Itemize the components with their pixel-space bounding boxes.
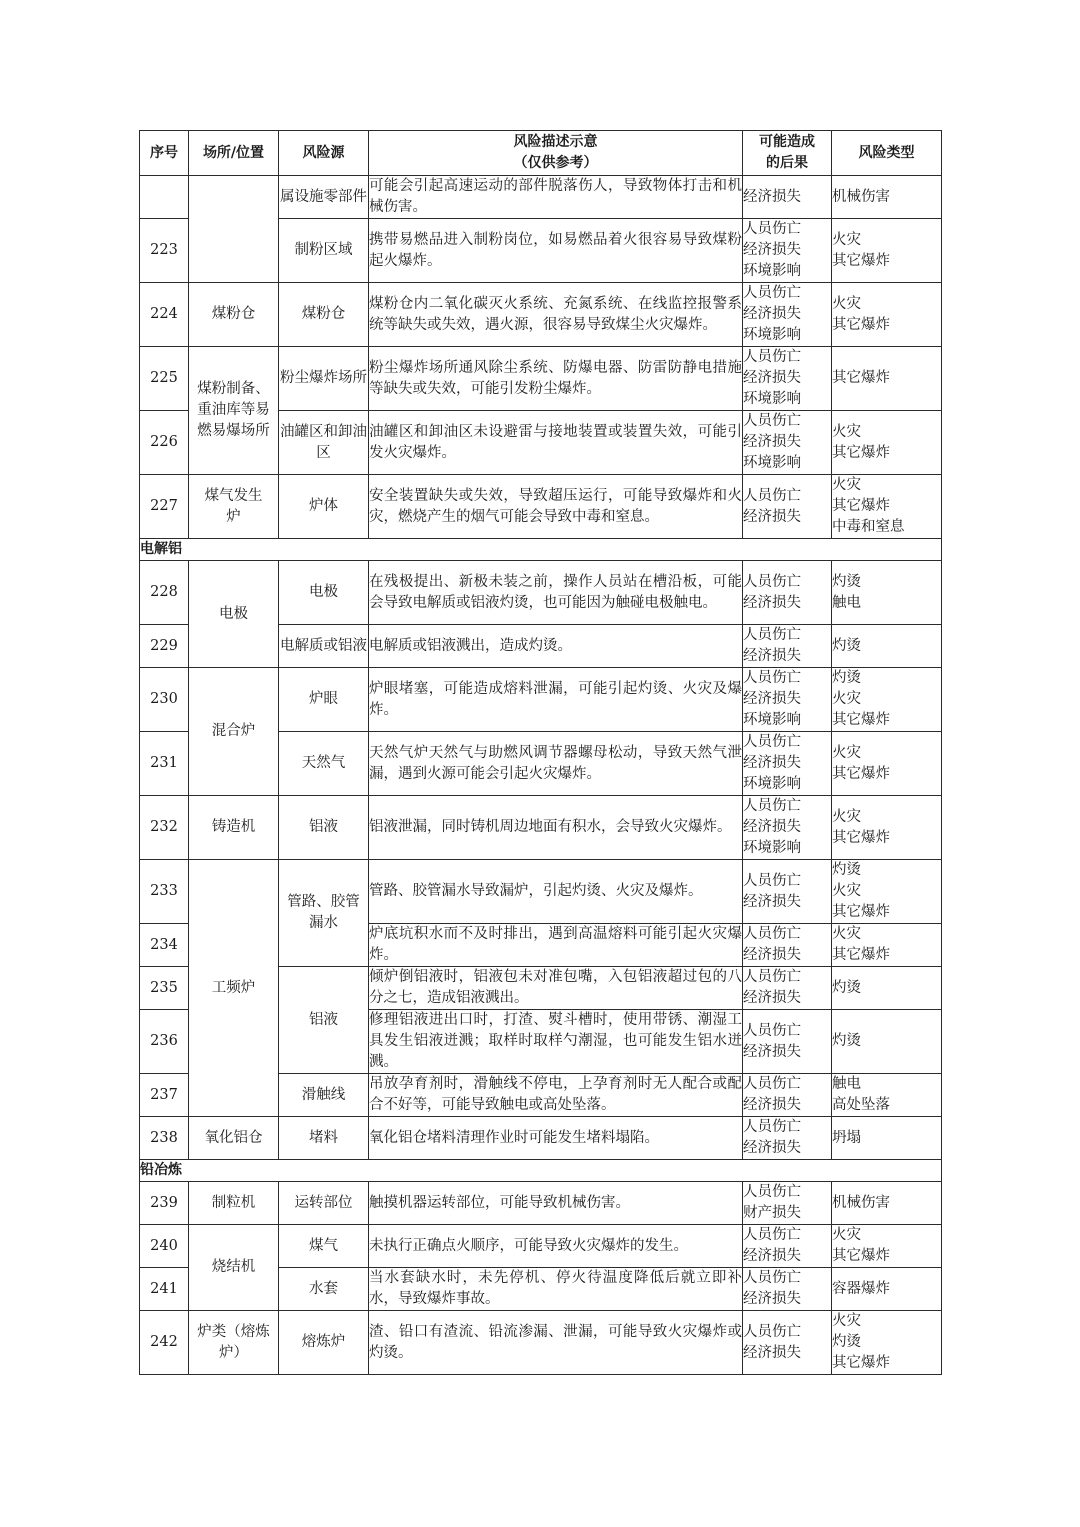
type-item: 火灾 [832, 295, 861, 312]
consequence-item: 人员伤亡 [743, 1270, 801, 1286]
row-consequence [743, 561, 832, 625]
row-type [832, 283, 942, 347]
row-source: 管路、胶管漏水 [279, 860, 369, 967]
row-consequence [743, 176, 832, 219]
row-consequence [743, 1268, 832, 1311]
row-source: 粉尘爆炸场所 [279, 347, 369, 411]
row-consequence [743, 1182, 832, 1225]
type-item: 其它爆炸 [832, 1248, 890, 1264]
risk-table [139, 130, 942, 1375]
row-no: 228 [140, 561, 189, 625]
row-consequence [743, 796, 832, 860]
row-no: 229 [140, 625, 189, 668]
type-item: 其它爆炸 [832, 904, 890, 920]
row-desc: 渣、铅口有渣流、铅流渗漏、泄漏，可能导致火灾爆炸或灼烫。 [369, 1311, 743, 1375]
row-consequence [743, 1010, 832, 1074]
consequence-item: 环境影响 [743, 776, 801, 792]
row-type [832, 475, 942, 539]
type-item: 其它爆炸 [832, 444, 890, 461]
consequence-item: 环境影响 [743, 327, 801, 343]
section-row [140, 1160, 942, 1182]
type-item: 灼烫 [832, 670, 861, 686]
type-item: 灼烫 [832, 1334, 861, 1350]
row-consequence [743, 1311, 832, 1375]
consequence-item: 环境影响 [743, 840, 801, 856]
consequence-item: 人员伤亡 [743, 926, 801, 942]
type-item: 火灾 [832, 691, 861, 707]
row-source: 铝液 [279, 796, 369, 860]
row-source: 运转部位 [279, 1182, 369, 1225]
consequence-item: 环境影响 [743, 455, 801, 471]
table-row [140, 796, 942, 860]
type-item: 高处坠落 [832, 1097, 890, 1113]
consequence-item: 人员伤亡 [743, 627, 801, 643]
row-desc: 触摸机器运转部位，可能导致机械伤害。 [369, 1182, 743, 1225]
row-type [832, 347, 942, 411]
row-no: 233 [140, 860, 189, 924]
consequence-item: 经济损失 [743, 1344, 801, 1361]
type-item: 灼烫 [832, 1033, 861, 1049]
table-row [140, 347, 942, 411]
row-type [832, 668, 942, 732]
consequence-item: 经济损失 [743, 434, 801, 450]
consequence-item: 人员伤亡 [743, 285, 801, 301]
row-desc: 煤粉仓内二氧化碳灭火系统、充氮系统、在线监控报警系统等缺失或失效，遇火源，很容易导致煤尘火灾爆炸。 [369, 283, 743, 347]
type-item: 灼烫 [832, 862, 861, 878]
consequence-item: 经济损失 [743, 242, 801, 258]
consequence-item: 人员伤亡 [743, 1323, 801, 1340]
header-desc [369, 131, 743, 176]
type-item: 火灾 [832, 1313, 861, 1329]
row-desc: 炉眼堵塞，可能造成熔料泄漏，可能引起灼烫、火灾及爆炸。 [369, 668, 743, 732]
row-source: 堵料 [279, 1117, 369, 1160]
row-type [832, 1311, 942, 1375]
table-row [140, 860, 942, 924]
type-item: 坍塌 [832, 1129, 861, 1146]
row-location: 煤气发生炉 [189, 475, 279, 539]
row-no: 230 [140, 668, 189, 732]
row-no [140, 176, 189, 219]
consequence-item: 经济损失 [743, 755, 801, 771]
consequence-item: 经济损失 [743, 691, 801, 707]
row-source: 炉眼 [279, 668, 369, 732]
row-source: 油罐区和卸油区 [279, 411, 369, 475]
row-type [832, 1225, 942, 1268]
header-consequence: 可能造成的后果 [743, 131, 832, 176]
row-type [832, 1268, 942, 1311]
type-item: 火灾 [832, 1227, 861, 1243]
row-desc: 携带易燃品进入制粉岗位，如易燃品着火很容易导致煤粉起火爆炸。 [369, 219, 743, 283]
row-type [832, 924, 942, 967]
row-consequence [743, 475, 832, 539]
consequence-item: 经济损失 [743, 990, 801, 1006]
consequence-item: 经济损失 [743, 508, 801, 525]
header-no: 序号 [140, 131, 189, 176]
consequence-item: 经济损失 [743, 594, 801, 611]
row-desc: 修理铝液进出口时，打渣、熨斗槽时，使用带锈、潮湿工具发生铝液迸溅；取样时取样勺潮湿，也可能发生铝水迸溅。 [369, 1010, 743, 1074]
type-item: 其它爆炸 [832, 498, 890, 514]
row-source: 电解质或铝液 [279, 625, 369, 668]
row-no: 240 [140, 1225, 189, 1268]
type-item: 灼烫 [832, 979, 861, 996]
row-location: 烧结机 [189, 1225, 279, 1311]
consequence-item: 人员伤亡 [743, 413, 801, 429]
row-no: 225 [140, 347, 189, 411]
consequence-item: 人员伤亡 [743, 1022, 801, 1039]
row-consequence [743, 924, 832, 967]
consequence-item: 人员伤亡 [743, 1227, 801, 1243]
type-item: 其它爆炸 [832, 316, 890, 333]
table-row [140, 1311, 942, 1375]
consequence-item: 人员伤亡 [743, 734, 801, 750]
row-consequence [743, 1074, 832, 1117]
row-type [832, 625, 942, 668]
table-row [140, 475, 942, 539]
consequence-item: 环境影响 [743, 263, 801, 279]
section-row [140, 539, 942, 561]
consequence-item: 人员伤亡 [743, 798, 801, 814]
row-location: 煤粉制备、重油库等易燃易爆场所 [189, 347, 279, 475]
row-consequence [743, 283, 832, 347]
consequence-item: 人员伤亡 [743, 1184, 801, 1200]
table-row [140, 1117, 942, 1160]
row-desc: 在残极提出、新极未装之前，操作人员站在槽沿板，可能会导致电解质或铝液灼烫，也可能因为触碰电极触电。 [369, 561, 743, 625]
row-consequence [743, 668, 832, 732]
section-title: 铅冶炼 [140, 1160, 942, 1182]
row-type [832, 796, 942, 860]
consequence-item: 经济损失 [743, 1043, 801, 1060]
consequence-item: 经济损失 [743, 1291, 801, 1307]
type-item: 火灾 [832, 423, 861, 440]
row-location: 炉类（熔炼炉） [189, 1311, 279, 1375]
row-no: 239 [140, 1182, 189, 1225]
type-item: 火灾 [832, 926, 861, 942]
row-no: 232 [140, 796, 189, 860]
row-no: 234 [140, 924, 189, 967]
row-consequence [743, 1117, 832, 1160]
row-location: 工频炉 [189, 860, 279, 1117]
type-item: 机械伤害 [832, 188, 890, 205]
consequence-item: 经济损失 [743, 1140, 801, 1156]
consequence-item: 经济损失 [743, 947, 801, 963]
consequence-item: 经济损失 [743, 188, 801, 205]
row-desc: 未执行正确点火顺序，可能导致火灾爆炸的发生。 [369, 1225, 743, 1268]
consequence-item: 人员伤亡 [743, 670, 801, 686]
consequence-item: 经济损失 [743, 306, 801, 322]
row-source: 滑触线 [279, 1074, 369, 1117]
type-item: 火灾 [832, 477, 861, 493]
row-type [832, 1117, 942, 1160]
consequence-item: 经济损失 [743, 1097, 801, 1113]
type-item: 触电 [832, 594, 861, 611]
row-source: 水套 [279, 1268, 369, 1311]
consequence-item: 人员伤亡 [743, 1119, 801, 1135]
row-desc: 可能会引起高速运动的部件脱落伤人，导致物体打击和机械伤害。 [369, 176, 743, 219]
row-desc: 当水套缺水时，未先停机、停火待温度降低后就立即补水，导致爆炸事故。 [369, 1268, 743, 1311]
row-consequence [743, 967, 832, 1010]
row-type [832, 1010, 942, 1074]
type-item: 其它爆炸 [832, 947, 890, 963]
type-item: 火灾 [832, 231, 861, 248]
row-consequence [743, 732, 832, 796]
consequence-item: 人员伤亡 [743, 487, 801, 504]
row-source: 制粉区域 [279, 219, 369, 283]
type-item: 触电 [832, 1076, 861, 1092]
type-item: 容器爆炸 [832, 1280, 890, 1297]
type-item: 其它爆炸 [832, 1355, 890, 1371]
consequence-item: 经济损失 [743, 370, 801, 386]
consequence-item: 经济损失 [743, 893, 801, 910]
row-type [832, 967, 942, 1010]
row-no: 235 [140, 967, 189, 1010]
table-row [140, 176, 942, 219]
row-consequence [743, 219, 832, 283]
consequence-item: 人员伤亡 [743, 349, 801, 365]
row-no: 231 [140, 732, 189, 796]
row-desc: 炉底坑积水而不及时排出，遇到高温熔料可能引起火灾爆炸。 [369, 924, 743, 967]
consequence-item: 人员伤亡 [743, 872, 801, 889]
row-no: 236 [140, 1010, 189, 1074]
type-item: 火灾 [832, 744, 861, 761]
table-row [140, 1225, 942, 1268]
row-source: 煤气 [279, 1225, 369, 1268]
row-location: 氧化铝仓 [189, 1117, 279, 1160]
header-type: 风险类型 [832, 131, 942, 176]
row-source: 电极 [279, 561, 369, 625]
table-row [140, 1182, 942, 1225]
consequence-item: 人员伤亡 [743, 1076, 801, 1092]
row-source: 天然气 [279, 732, 369, 796]
row-location: 铸造机 [189, 796, 279, 860]
header-location: 场所/位置 [189, 131, 279, 176]
row-desc: 天然气炉天然气与助燃风调节器螺母松动，导致天然气泄漏，遇到火源可能会引起火灾爆炸。 [369, 732, 743, 796]
row-type [832, 1074, 942, 1117]
row-source: 熔炼炉 [279, 1311, 369, 1375]
row-desc: 电解质或铝液溅出，造成灼烫。 [369, 625, 743, 668]
type-item: 火灾 [832, 883, 861, 899]
row-consequence [743, 860, 832, 924]
row-type [832, 732, 942, 796]
type-item: 其它爆炸 [832, 765, 890, 782]
row-no: 227 [140, 475, 189, 539]
row-desc: 油罐区和卸油区未设避雷与接地装置或装置失效，可能引发火灾爆炸。 [369, 411, 743, 475]
type-item: 其它爆炸 [832, 252, 890, 269]
row-desc: 吊放孕育剂时，滑触线不停电，上孕育剂时无人配合或配合不好等，可能导致触电或高处坠落。 [369, 1074, 743, 1117]
consequence-item: 环境影响 [743, 391, 801, 407]
row-location: 电极 [189, 561, 279, 668]
row-type [832, 1182, 942, 1225]
row-no: 226 [140, 411, 189, 475]
type-item: 火灾 [832, 808, 861, 825]
type-item: 其它爆炸 [832, 370, 890, 386]
section-title: 电解铝 [140, 539, 942, 561]
row-consequence [743, 625, 832, 668]
row-consequence [743, 1225, 832, 1268]
row-no: 237 [140, 1074, 189, 1117]
row-no: 242 [140, 1311, 189, 1375]
table-row [140, 283, 942, 347]
row-source: 煤粉仓 [279, 283, 369, 347]
header-source: 风险源 [279, 131, 369, 176]
table-row [140, 561, 942, 625]
row-desc: 铝液泄漏，同时铸机周边地面有积水，会导致火灾爆炸。 [369, 796, 743, 860]
row-desc: 粉尘爆炸场所通风除尘系统、防爆电器、防雷防静电措施等缺失或失效，可能引发粉尘爆炸。 [369, 347, 743, 411]
row-desc: 管路、胶管漏水导致漏炉，引起灼烫、火灾及爆炸。 [369, 860, 743, 924]
consequence-item: 环境影响 [743, 712, 801, 728]
row-type [832, 860, 942, 924]
header-row [140, 131, 942, 176]
row-type [832, 411, 942, 475]
consequence-item: 经济损失 [743, 648, 801, 664]
row-consequence [743, 347, 832, 411]
row-source: 属设施零部件 [279, 176, 369, 219]
row-no: 238 [140, 1117, 189, 1160]
row-location [189, 176, 279, 283]
row-location: 制粒机 [189, 1182, 279, 1225]
row-location: 煤粉仓 [189, 283, 279, 347]
type-item: 其它爆炸 [832, 829, 890, 846]
table-row [140, 668, 942, 732]
consequence-item: 人员伤亡 [743, 221, 801, 237]
row-no: 224 [140, 283, 189, 347]
consequence-item: 财产损失 [743, 1205, 801, 1221]
row-no: 223 [140, 219, 189, 283]
row-type [832, 561, 942, 625]
type-item: 中毒和窒息 [832, 519, 905, 535]
consequence-item: 经济损失 [743, 1248, 801, 1264]
consequence-item: 经济损失 [743, 819, 801, 835]
row-desc: 氧化铝仓堵料清理作业时可能发生堵料塌陷。 [369, 1117, 743, 1160]
row-consequence [743, 411, 832, 475]
row-type [832, 176, 942, 219]
row-source: 铝液 [279, 967, 369, 1074]
row-source: 炉体 [279, 475, 369, 539]
type-item: 灼烫 [832, 573, 861, 590]
type-item: 灼烫 [832, 637, 861, 654]
row-location: 混合炉 [189, 668, 279, 796]
row-type [832, 219, 942, 283]
type-item: 机械伤害 [832, 1194, 890, 1211]
consequence-item: 人员伤亡 [743, 969, 801, 985]
consequence-item: 人员伤亡 [743, 573, 801, 590]
row-desc: 安全装置缺失或失效，导致超压运行，可能导致爆炸和火灾，燃烧产生的烟气可能会导致中毒和窒息。 [369, 475, 743, 539]
header-desc-text: 风险描述示意 [513, 134, 598, 150]
row-desc: 倾炉倒铝液时，铝液包未对准包嘴，入包铝液超过包的八分之七，造成铝液溅出。 [369, 967, 743, 1010]
row-no: 241 [140, 1268, 189, 1311]
header-desc-note: （仅供参考） [513, 155, 598, 171]
type-item: 其它爆炸 [832, 712, 890, 728]
